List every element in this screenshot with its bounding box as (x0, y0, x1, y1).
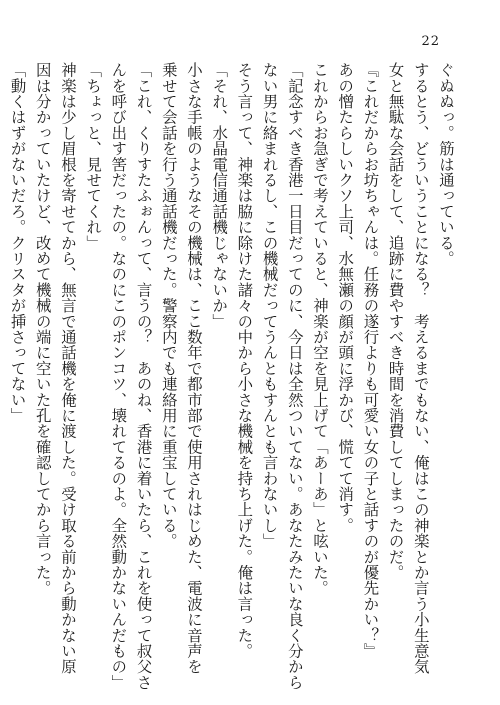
text-line: 「動くはずがないだろ。クリスタが挿さってない」 (8, 62, 27, 424)
text-line: するとう、どういうことになる？ 考えるまでもない、俺はこの神楽とか言う小生意気 (411, 62, 430, 675)
text-line: 乗せて会話を行う通話機だった。警察内でも連絡用に重宝している。 (159, 62, 178, 549)
text-line: 「記念すべき香港一日目だってのに、今日は全然ついてない。あなたみたいな良く分から (285, 62, 304, 690)
body-text (8, 62, 458, 690)
text-line: 小さな手帳のようなその機械は、ここ数年で都市部で使用されはじめた、電波に音声を (184, 62, 203, 675)
text-line: 因は分かっていたけど、改めて機械の端に空いた孔を確認してから言った。 (33, 62, 52, 596)
text-line: 神楽は少し眉根を寄せてから、無言で通話機を俺に渡した。受け取る前から動かない原 (58, 62, 77, 675)
text-line: 女と無駄な会話をして、追跡に費やすべき時間を消費してしまったのだ。 (386, 62, 405, 581)
text-line: 「これ、くりすたふぉんって、言うの？ あのね、香港に着いたら、これを使って叔父さ (134, 62, 153, 690)
text-line: ない男に絡まれるし、この機械だってうんともすんとも言わないし」 (260, 62, 279, 549)
text-line: 「それ、水晶電信通話機じゃないか」 (210, 62, 229, 329)
text-line: あの憎たらしいクソ上司、水無瀬の顔が頭に浮かび、慌てて消す。 (336, 62, 355, 533)
text-line: 「ちょっと、見せてくれ」 (84, 62, 103, 251)
text-line: ぐぬぬっ。筋は通っている。 (437, 62, 455, 267)
text-line: 『これだからお坊ちゃんは。任務の遂行よりも可愛い女の子と話すのが優先かい？』 (361, 62, 380, 659)
text-line: これからお急ぎで考えていると、神楽が空を見上げて「あーあ」と呟いた。 (310, 62, 329, 596)
text-line: んを呼び出す筈だったの。なのにこのポンコツ、壊れてるのよ。全然動かないんだもの」 (109, 62, 128, 690)
page-number: 22 (421, 34, 440, 49)
text-line: そう言って、神楽は脇に除けた諸々の中から小さな機械を持ち上げた。俺は言った。 (235, 62, 254, 659)
